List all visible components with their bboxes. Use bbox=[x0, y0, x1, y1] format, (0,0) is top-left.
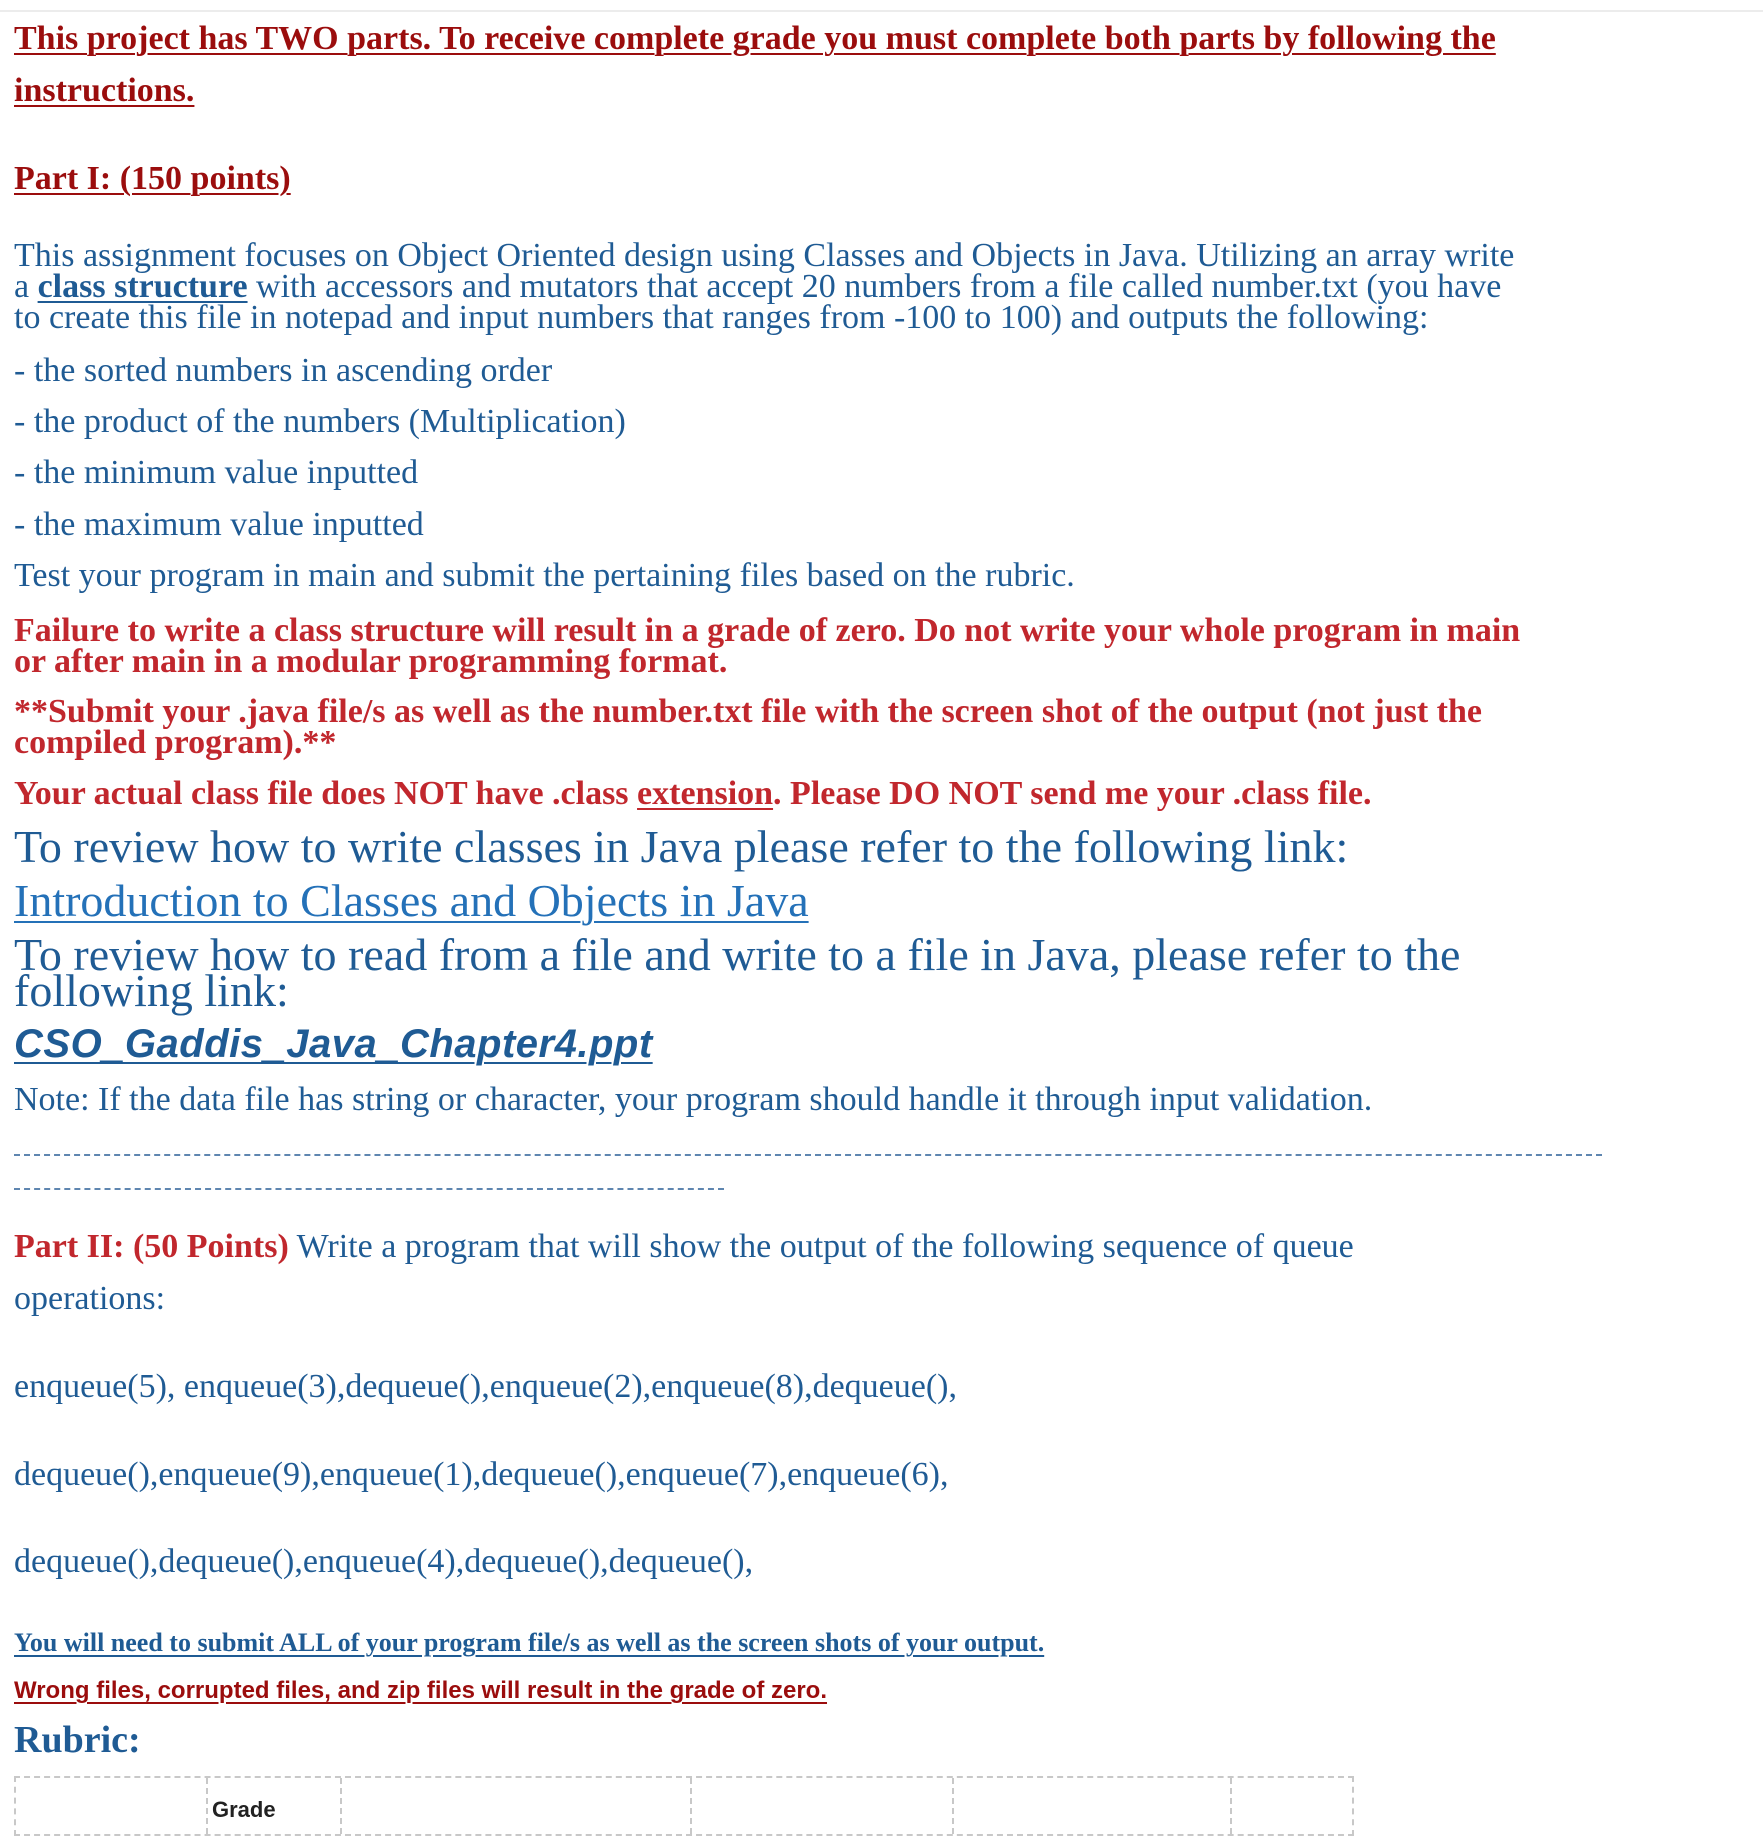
bullet-product: - the product of the numbers (Multiplication) bbox=[14, 403, 626, 440]
extension-link[interactable]: extension bbox=[637, 775, 774, 812]
failure-warning-line-1: Failure to write a class structure will result in a grade of zero. Do not write your whole program in main bbox=[14, 612, 1521, 649]
ppt-link-wrap bbox=[14, 1022, 653, 1067]
queue-ops-line-3: dequeue(),dequeue(),enqueue(4),dequeue(),dequeue(), bbox=[14, 1543, 754, 1580]
part2-description: Write a program that will show the output of the following sequence of queue bbox=[288, 1228, 1354, 1265]
top-divider bbox=[0, 10, 1763, 12]
rubric-col-divider bbox=[340, 1778, 342, 1834]
header-line-1: This project has TWO parts. To receive complete grade you must complete both parts by following the bbox=[14, 20, 1496, 57]
review-classes-text: To review how to write classes in Java please refer to the following link: bbox=[14, 821, 1349, 872]
submit-note-line-2: compiled program).** bbox=[14, 724, 337, 761]
rubric-grade-header: Grade bbox=[212, 1797, 276, 1822]
classes-objects-link[interactable]: Introduction to Classes and Objects in Java bbox=[14, 875, 809, 926]
class-structure-link[interactable]: class structure bbox=[37, 268, 248, 305]
wrong-files-warning: Wrong files, corrupted files, and zip files will result in the grade of zero. bbox=[14, 1677, 828, 1704]
rubric-col-divider bbox=[690, 1778, 692, 1834]
intro-suffix: with accessors and mutators that accept 20 numbers from a file called number.txt (you have bbox=[247, 268, 1502, 305]
part2-title: Part II: (50 Points) bbox=[14, 1228, 289, 1265]
submit-all-notice: You will need to submit ALL of your program file/s as well as the screen shots of your output. bbox=[14, 1628, 1045, 1657]
failure-warning-line-2: or after main in a modular programming format. bbox=[14, 643, 728, 680]
review-files-line-1: To review how to read from a file and write to a file in Java, please refer to the bbox=[14, 929, 1461, 980]
rubric-title: Rubric: bbox=[14, 1719, 141, 1761]
rubric-col-divider bbox=[1230, 1778, 1232, 1834]
part1-intro-line-1: This assignment focuses on Object Oriented design using Classes and Objects in Java. Utilizing an array write bbox=[14, 237, 1515, 274]
bullet-sorted: - the sorted numbers in ascending order bbox=[14, 352, 553, 389]
input-validation-note: Note: If the data file has string or character, your program should handle it through input validation. bbox=[14, 1081, 1373, 1118]
separator-dashes-2 bbox=[14, 1188, 724, 1190]
queue-ops-line-1: enqueue(5), enqueue(3),dequeue(),enqueue(2),enqueue(8),dequeue(), bbox=[14, 1368, 958, 1405]
header-line-2: instructions. bbox=[14, 72, 195, 109]
separator-dashes-1 bbox=[14, 1154, 1602, 1156]
classes-objects-link-wrap bbox=[14, 874, 809, 927]
review-files-line-2: following link: bbox=[14, 965, 289, 1016]
rubric-col-divider bbox=[206, 1778, 208, 1834]
part1-intro-line-2 bbox=[14, 268, 1502, 305]
class-file-prefix: Your actual class file does NOT have .class bbox=[14, 775, 638, 812]
rubric-table bbox=[14, 1776, 1354, 1836]
test-instructions: Test your program in main and submit the pertaining files based on the rubric. bbox=[14, 557, 1075, 594]
class-file-suffix: . Please DO NOT send me your .class file. bbox=[773, 775, 1372, 812]
part2-description-line-2: operations: bbox=[14, 1280, 166, 1317]
queue-ops-line-2: dequeue(),enqueue(9),enqueue(1),dequeue(),enqueue(7),enqueue(6), bbox=[14, 1456, 949, 1493]
class-file-warning bbox=[14, 775, 1371, 813]
submit-note-line-1: **Submit your .java file/s as well as the number.txt file with the screen shot of the output (not just the bbox=[14, 693, 1482, 730]
gaddis-ppt-link[interactable]: CSO_Gaddis_Java_Chapter4.ppt bbox=[14, 1022, 653, 1066]
part1-intro-line-3: to create this file in notepad and input numbers that ranges from -100 to 100) and outputs the following: bbox=[14, 299, 1429, 336]
part1-title: Part I: (150 points) bbox=[14, 160, 291, 197]
part2-heading bbox=[14, 1228, 1354, 1266]
rubric-col-divider bbox=[952, 1778, 954, 1834]
bullet-minimum: - the minimum value inputted bbox=[14, 454, 419, 491]
intro-prefix: a bbox=[14, 268, 38, 305]
bullet-maximum: - the maximum value inputted bbox=[14, 506, 424, 543]
